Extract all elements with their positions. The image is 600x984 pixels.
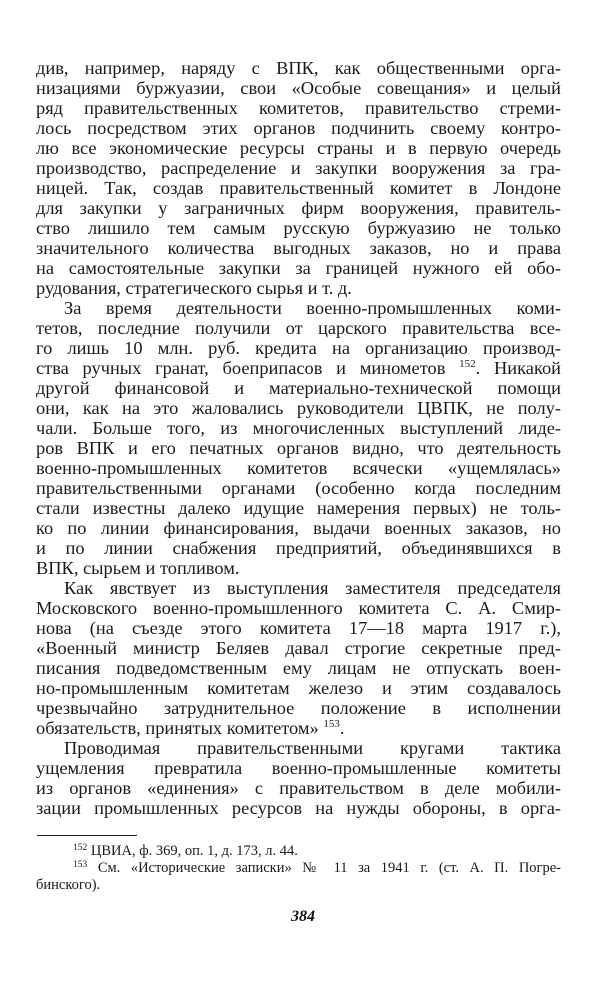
text-line: значительного количества выгодных заказов, но и права [36, 238, 561, 258]
text-line: тетов, последние получили от царского правительства все- [36, 318, 561, 338]
text-line: на самостоятельные закупки за границей нужного ей обо- [36, 258, 561, 278]
text-line: стали известны далеко идущие намерения первых) не толь- [36, 498, 561, 518]
text-line: чрезвычайно затруднительное положение в исполнении [36, 698, 561, 718]
body-text [36, 58, 561, 818]
text-line: лю все экономические ресурсы страны и в первую очередь [36, 138, 561, 158]
paragraph-4 [36, 738, 561, 818]
text-line [36, 718, 561, 738]
footnote-number: 152 [73, 843, 88, 853]
page-number: 384 [291, 908, 315, 925]
text-line: Московского военно-промышленного комитета С. А. Смир- [36, 598, 561, 618]
footnote-separator [37, 835, 137, 836]
text-line: но-промышленным комитетам железо и этим создавалось [36, 678, 561, 698]
text-line: зации промышленных ресурсов на нужды обороны, в орга- [36, 798, 561, 818]
paragraph-3 [36, 578, 561, 738]
text-line: ство лишило тем самым русскую буржуазию не только [36, 218, 561, 238]
footnote-text: См. «Исторические записки» № 11 за 1941 г. (ст. А. П. Погре- [97, 860, 561, 876]
text-line: Как явствует из выступления заместителя председателя [64, 578, 561, 598]
text-line: «Военный министр Беляев давал строгие секретные пред- [36, 638, 561, 658]
footnote-text: ЦВИА, ф. 369, оп. 1, д. 173, л. 44. [90, 843, 298, 859]
text-segment: обязательств, принятых комитетом» [36, 718, 319, 738]
text-line: чали. Больше того, из многочисленных выступлений лиде- [36, 418, 561, 438]
text-line: За время деятельности военно-промышленных коми- [64, 298, 561, 318]
text-line: рудования, стратегического сырья и т. д. [36, 278, 352, 298]
text-line [36, 358, 561, 378]
text-segment: . [339, 718, 345, 738]
footnote-152 [36, 843, 561, 860]
text-line: ницей. Так, создав правительственный комитет в Лондоне [36, 178, 561, 198]
footnote-ref-153[interactable]: 153 [323, 718, 340, 730]
text-line: производство, распределение и закупки вооружения за гра- [36, 158, 561, 178]
text-line: лось посредством этих органов подчинить своему контро- [36, 118, 561, 138]
text-line: и по линии снабжения предприятий, объединявшихся в [36, 538, 561, 558]
text-line: ВПК, сырьем и топливом. [36, 558, 240, 578]
footnote-153-continuation: бинского). [36, 877, 101, 893]
footnotes [36, 843, 561, 894]
text-line: див, например, наряду с ВПК, как общественными орга- [36, 58, 561, 78]
text-line: для закупки у заграничных фирм вооружения, правитель- [36, 198, 561, 218]
text-line: другой финансовой и материально-технической помощи [36, 378, 561, 398]
text-line: ко по линии финансирования, выдачи военных заказов, но [36, 518, 561, 538]
text-line: го лишь 10 млн. руб. кредита на организацию производ- [36, 338, 561, 358]
footnote-153 [36, 860, 561, 877]
paragraph-2 [36, 298, 561, 578]
text-line: Проводимая правительственными кругами тактика [64, 738, 561, 758]
text-segment: ства ручных гранат, боеприпасов и минометов [36, 358, 446, 378]
text-line: писания подведомственным ему лицам не отпускать воен- [36, 658, 561, 678]
text-line: правительственными органами (особенно когда последним [36, 478, 561, 498]
footnote-number: 153 [73, 860, 88, 870]
paragraph-1 [36, 58, 561, 298]
text-line: ущемления превратила военно-промышленные комитеты [36, 758, 561, 778]
text-line: нова (на съезде этого комитета 17—18 марта 1917 г.), [36, 618, 561, 638]
text-segment: . Никакой [475, 358, 561, 378]
text-line: ряд правительственных комитетов, правительство стреми- [36, 98, 561, 118]
footnote-ref-152[interactable]: 152 [459, 358, 476, 370]
text-line: из органов «единения» с правительством в деле мобили- [36, 778, 561, 798]
text-line: они, как на это жаловались руководители ЦВПК, не полу- [36, 398, 561, 418]
text-line: ров ВПК и его печатных органов видно, что деятельность [36, 438, 561, 458]
text-line: военно-промышленных комитетов всячески «ущемлялась» [36, 458, 561, 478]
text-line: низациями буржуазии, свои «Особые совещания» и целый [36, 78, 561, 98]
